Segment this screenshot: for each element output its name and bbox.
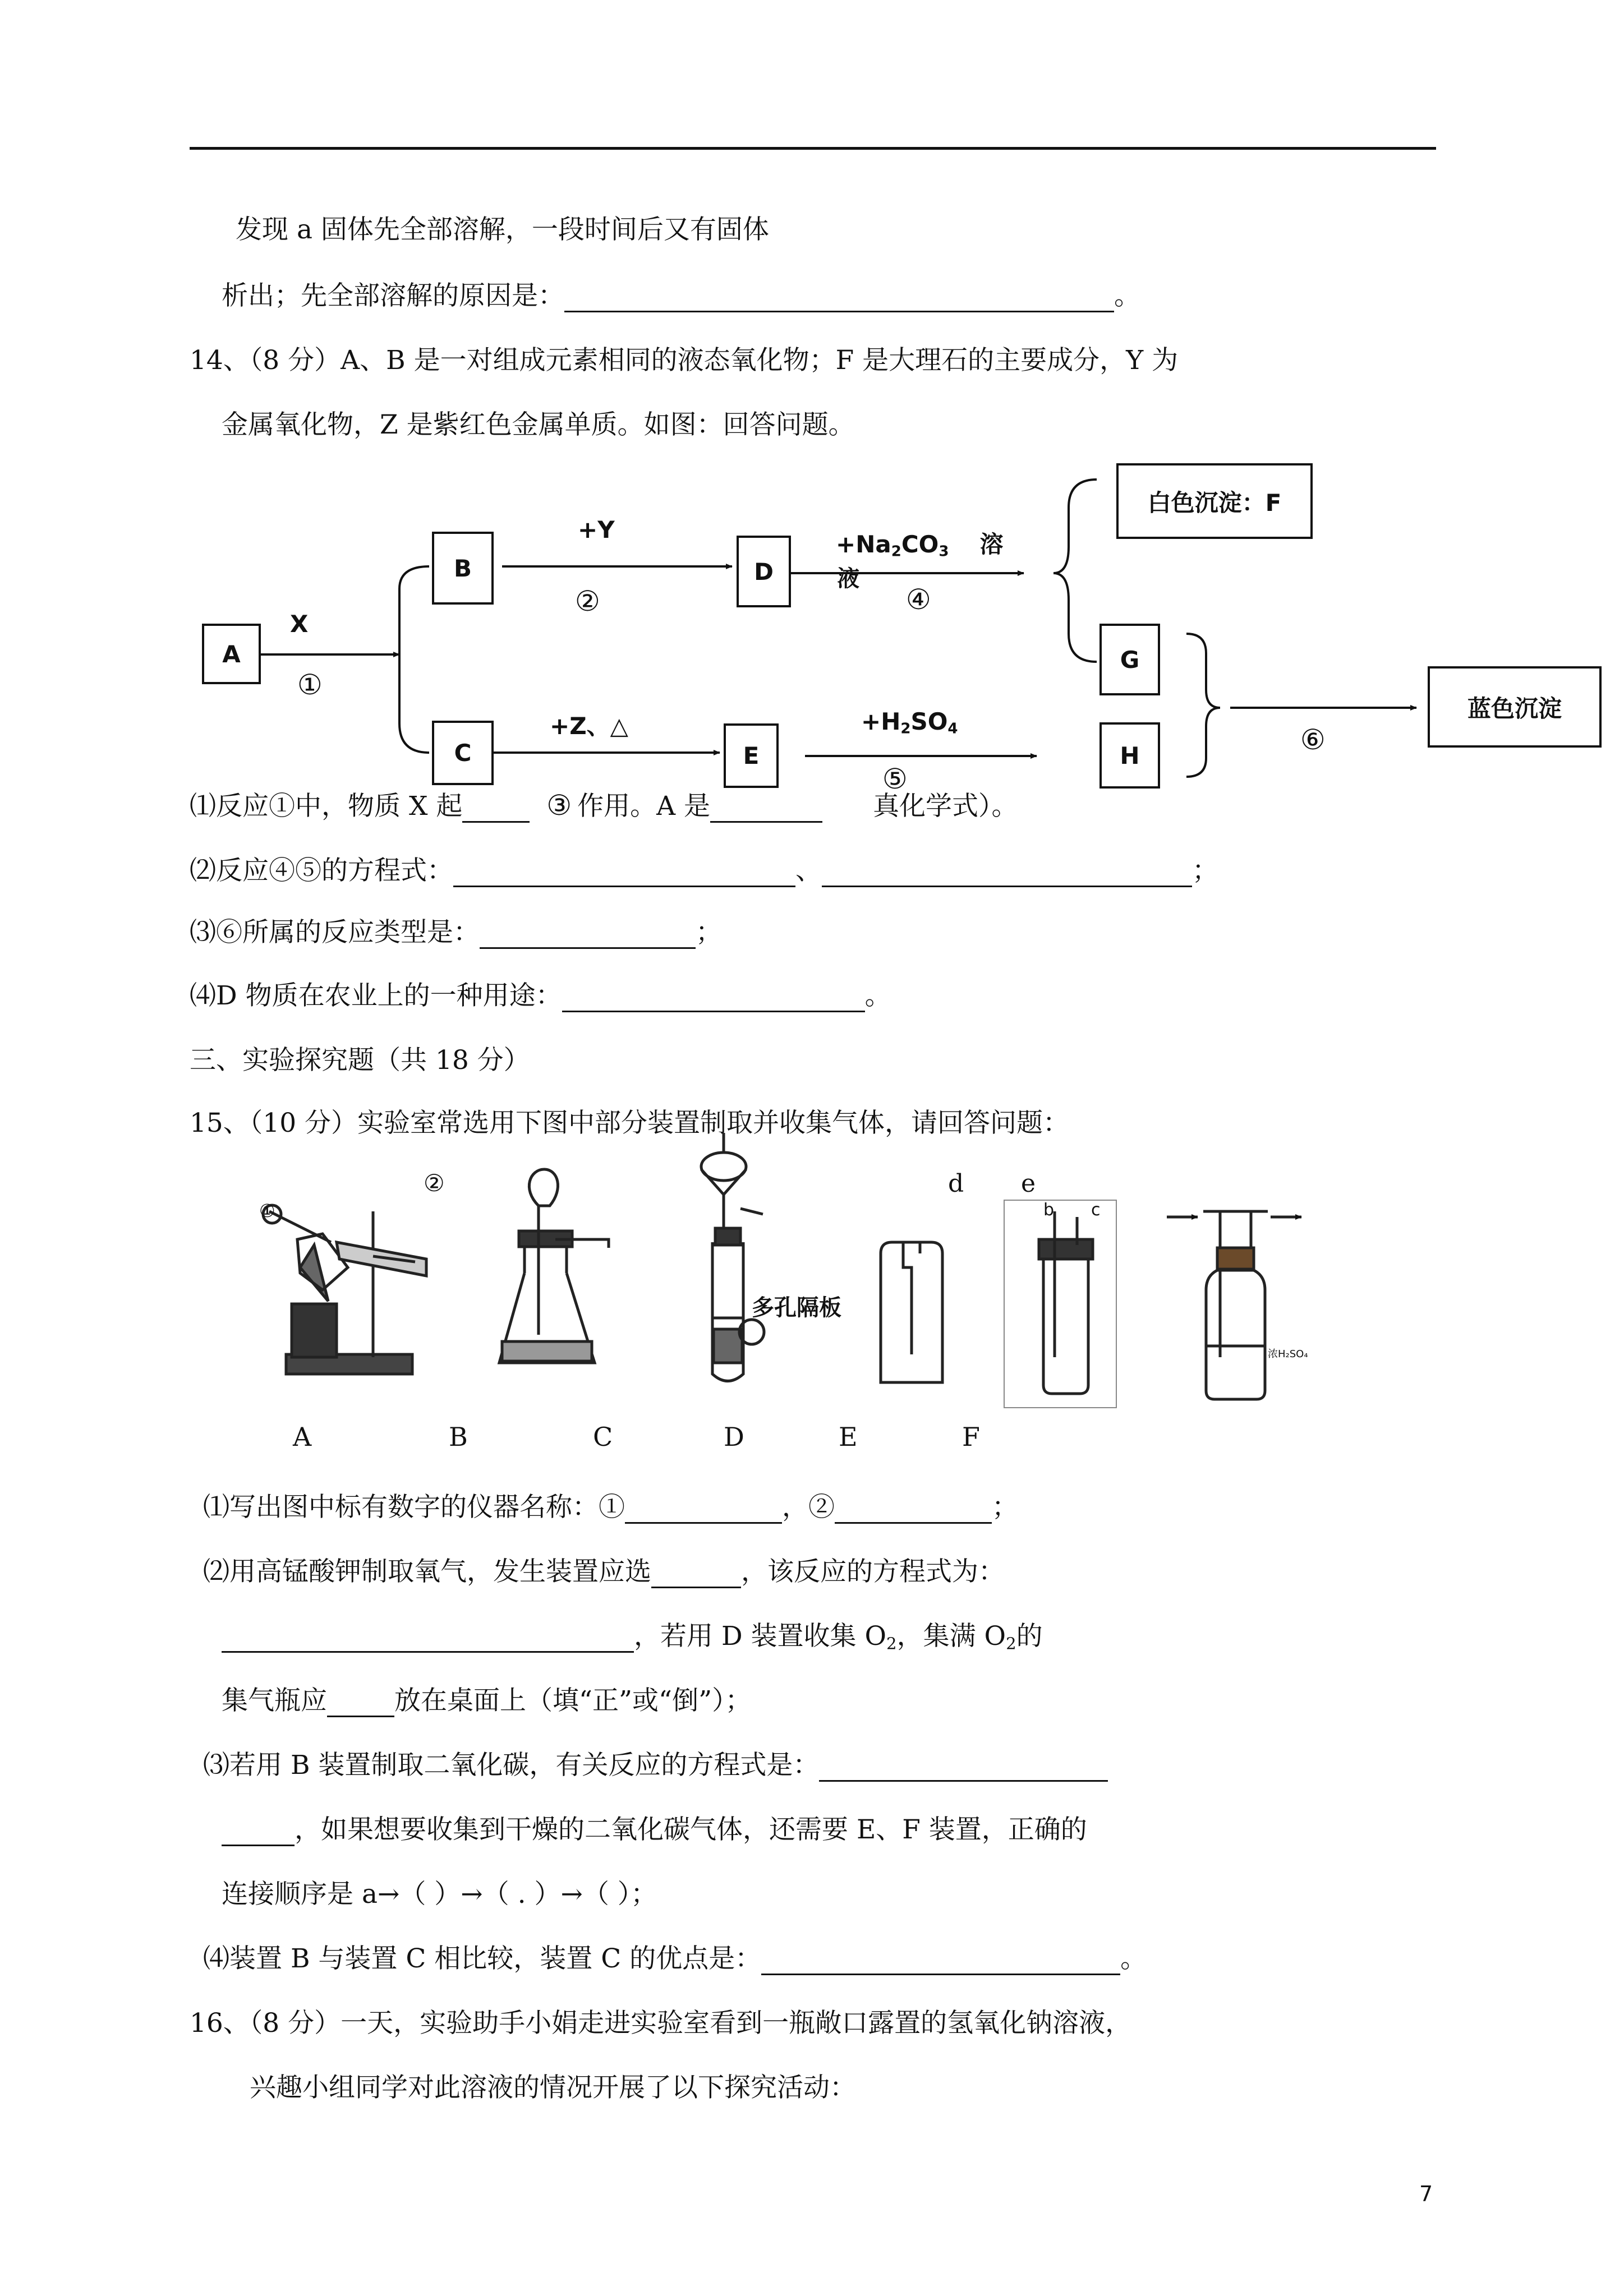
fig-label-b: B: [449, 1422, 468, 1452]
q15-sub4: ⑷装置 B 与装置 C 相比较，装置 C 的优点是： 。: [203, 1943, 1147, 1974]
fig-letter-d: d: [948, 1169, 964, 1198]
label-cut: 液: [837, 566, 859, 592]
q15-blank-8[interactable]: [761, 1947, 1120, 1975]
q14-sub1: ⑴反应①中，物质 X 起 ③ 作用。A 是 真化学式）。: [190, 789, 1018, 822]
box-blue-precipitate: 蓝色沉淀: [1428, 666, 1602, 748]
box-g: G: [1099, 624, 1160, 695]
fig-letter-b: b: [1043, 1200, 1055, 1220]
q16-line2: 兴趣小组同学对此溶液的情况开展了以下探究活动：: [250, 2072, 856, 2103]
q15-sub2-line2: ，若用 D 装置收集 $O_2$，集满 $O_2$的: [222, 1615, 1043, 1653]
q15-blank-2[interactable]: [835, 1495, 992, 1524]
q13-line2: 析出；先全部溶解的原因是： 。: [222, 280, 1140, 311]
q15-blank-1[interactable]: [625, 1495, 782, 1524]
label-x: X: [290, 610, 309, 638]
label-y: +Y: [578, 516, 615, 543]
q14-sub3: ⑶⑥所属的反应类型是： ；: [190, 917, 722, 948]
box-e: E: [724, 723, 779, 788]
label-step-6: ⑥: [1300, 723, 1326, 756]
label-step-1: ①: [297, 668, 323, 701]
label-z: +Z、△: [550, 712, 628, 740]
box-b: B: [432, 532, 494, 605]
label-h2so4: $+H_2SO_4$: [861, 708, 958, 737]
q15-sub3-line2: ，如果想要收集到干燥的二氧化碳气体，还需要 E、F 装置，正确的: [222, 1809, 1087, 1846]
fig-label-a: A: [293, 1422, 312, 1452]
box-h: H: [1099, 722, 1160, 789]
q15-blank-6[interactable]: [819, 1753, 1108, 1782]
fig-label-f: F: [962, 1422, 980, 1452]
q13-line1: 发现 a 固体先全部溶解，一段时间后又有固体: [236, 214, 769, 245]
fig-marker-2: ②: [424, 1169, 445, 1197]
q15-heading: 15、（10 分）实验室常选用下图中部分装置制取并收集气体，请回答问题：: [190, 1108, 1070, 1138]
q15-blank-4[interactable]: [222, 1624, 634, 1653]
box-white-precipitate: 白色沉淀：F: [1116, 463, 1313, 539]
box-d: D: [737, 536, 791, 607]
fig-conc-acid: 浓H₂SO₄: [1268, 1348, 1308, 1360]
q14-sub4: ⑷D 物质在农业上的一种用途： 。: [190, 980, 891, 1011]
q14-sub2: ⑵反应④⑤的方程式： 、 ；: [190, 855, 1218, 886]
q15-sub2: ⑵用高锰酸钾制取氧气，发生装置应选 ，该反应的方程式为：: [203, 1556, 1005, 1587]
apparatus-f: [1167, 1211, 1301, 1399]
fig-marker-1: ①: [259, 1200, 275, 1221]
fig-label-e: E: [839, 1422, 858, 1452]
q15-sub3: ⑶若用 B 装置制取二氧化碳，有关反应的方程式是：: [203, 1744, 1108, 1782]
fig-letter-c: c: [1091, 1200, 1101, 1220]
fig-letter-e: e: [1021, 1169, 1036, 1198]
apparatus-c: [701, 1133, 764, 1381]
q15-blank-5[interactable]: [327, 1689, 394, 1717]
label-step-2: ②: [575, 585, 600, 617]
label-step-5: ⑤: [882, 763, 908, 795]
apparatus-d: [881, 1242, 942, 1382]
q15-sub3-line3: 连接顺序是 a→（ ）→（ . ）→（ ）；: [222, 1879, 657, 1910]
box-a: A: [202, 624, 261, 684]
label-na2co3: $+Na_2CO_3$ 溶: [836, 531, 1004, 560]
section-3-title: 三、实验探究题（共 18 分）: [190, 1045, 530, 1076]
fig-label-c: C: [593, 1422, 613, 1452]
q14-heading-2: 金属氧化物，Z 是紫红色金属单质。如图：回答问题。: [222, 409, 855, 440]
q15-blank-3[interactable]: [651, 1560, 741, 1588]
q14-heading: 14、（8 分）A、B 是一对组成元素相同的液态氧化物；F 是大理石的主要成分，Y 为: [190, 345, 1179, 376]
apparatus-b: [499, 1169, 609, 1363]
box-c: C: [432, 721, 494, 785]
label-step-4: ④: [906, 583, 931, 616]
apparatus-a: [263, 1205, 426, 1374]
fig-label-d: D: [724, 1422, 744, 1452]
q16-line1: 16、（8 分）一天，实验助手小娟走进实验室看到一瓶敞口露置的氢氧化钠溶液，: [190, 2008, 1132, 2039]
q15-sub2-line3: 集气瓶应 放在桌面上（填“正”或“倒”）；: [222, 1685, 752, 1716]
page-number: 7: [1419, 2182, 1433, 2206]
q15-sub1: ⑴写出图中标有数字的仪器名称：① ，② ；: [203, 1492, 1018, 1523]
q15-blank-7[interactable]: [222, 1818, 295, 1846]
apparatus-e: [1004, 1200, 1116, 1408]
fig-porous-board: 多孔隔板: [752, 1295, 841, 1321]
